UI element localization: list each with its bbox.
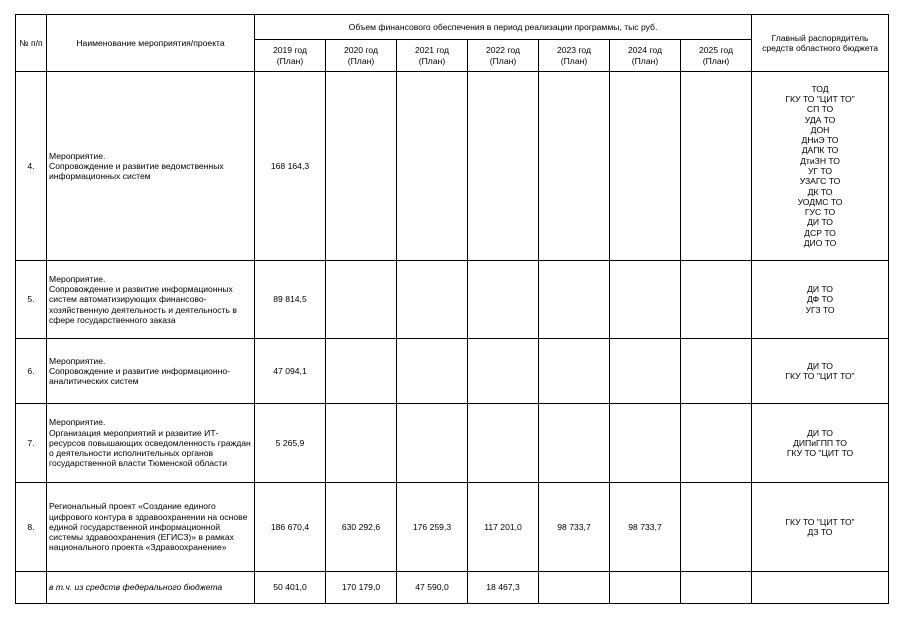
row-value-2022: 117 201,0 — [468, 483, 539, 572]
row-num: 5. — [16, 261, 47, 339]
row-value-2021: 176 259,3 — [397, 483, 468, 572]
subrow-manager-blank — [752, 572, 889, 604]
row-value-2019: 186 670,4 — [255, 483, 326, 572]
row-name: Мероприятие. Сопровождение и развитие информационных систем автоматизирующих финансово-хозяйственную деятельность и деятельность в сфере государственного заказа — [47, 261, 255, 339]
header-manager: Главный распорядитель средств областного бюджета — [752, 15, 889, 72]
row-manager: ГКУ ТО "ЦИТ ТО" ДЗ ТО — [752, 483, 889, 572]
row-value-2025 — [681, 404, 752, 483]
row-value-2024 — [610, 339, 681, 404]
subrow-value-2021: 47 590,0 — [397, 572, 468, 604]
header-funding: Объем финансового обеспечения в период реализации программы, тыс руб. — [255, 15, 752, 40]
row-value-2021 — [397, 404, 468, 483]
row-value-2023 — [539, 339, 610, 404]
row-manager: ТОД ГКУ ТО "ЦИТ ТО" СП ТО УДА ТО ДОН ДНиЭ ТО ДАПК ТО ДтиЗН ТО УГ ТО УЗАГС ТО ДК ТО УОДМС ТО ГУС ТО ДИ ТО ДСР ТО ДИО ТО — [752, 72, 889, 261]
row-value-2023 — [539, 261, 610, 339]
row-name: Мероприятие. Сопровождение и развитие информационно-аналитических систем — [47, 339, 255, 404]
row-manager: ДИ ТО ДИПиГПП ТО ГКУ ТО "ЦИТ ТО — [752, 404, 889, 483]
row-name: Мероприятие. Сопровождение и развитие ведомственных информационных систем — [47, 72, 255, 261]
row-value-2019: 5 265,9 — [255, 404, 326, 483]
funding-table — [15, 14, 889, 604]
header-year-2022: 2022 год (План) — [468, 40, 539, 72]
subrow-value-2025 — [681, 572, 752, 604]
header-year-2019: 2019 год (План) — [255, 40, 326, 72]
row-value-2022 — [468, 261, 539, 339]
row-value-2019: 168 164,3 — [255, 72, 326, 261]
row-value-2024 — [610, 72, 681, 261]
header-year-2023: 2023 год (План) — [539, 40, 610, 72]
row-num: 8. — [16, 483, 47, 572]
row-num: 4. — [16, 72, 47, 261]
row-manager: ДИ ТО ДФ ТО УГЗ ТО — [752, 261, 889, 339]
row-value-2020 — [326, 261, 397, 339]
row-value-2024 — [610, 404, 681, 483]
row-value-2020 — [326, 72, 397, 261]
subrow-value-2019: 50 401,0 — [255, 572, 326, 604]
header-name: Наименование мероприятия/проекта — [47, 15, 255, 72]
header-year-2025: 2025 год (План) — [681, 40, 752, 72]
row-manager: ДИ ТО ГКУ ТО "ЦИТ ТО" — [752, 339, 889, 404]
row-name: Региональный проект «Создание единого цифрового контура в здравоохранении на основе единой государственной информационной системы здравоохранения (ЕГИСЗ)» в рамках национального проекта «Здравоохранение» — [47, 483, 255, 572]
row-value-2021 — [397, 339, 468, 404]
row-value-2025 — [681, 339, 752, 404]
subrow-label: в т.ч. из средств федерального бюджета — [47, 572, 255, 604]
subrow-value-2022: 18 467,3 — [468, 572, 539, 604]
row-value-2025 — [681, 483, 752, 572]
subrow-value-2024 — [610, 572, 681, 604]
row-value-2023: 98 733,7 — [539, 483, 610, 572]
header-year-2021: 2021 год (План) — [397, 40, 468, 72]
subrow-value-2020: 170 179,0 — [326, 572, 397, 604]
row-value-2020 — [326, 339, 397, 404]
row-value-2023 — [539, 404, 610, 483]
table-row — [16, 261, 889, 339]
header-year-2024: 2024 год (План) — [610, 40, 681, 72]
row-value-2025 — [681, 72, 752, 261]
row-value-2020: 630 292,6 — [326, 483, 397, 572]
header-year-2020: 2020 год (План) — [326, 40, 397, 72]
row-num: 7. — [16, 404, 47, 483]
table-row — [16, 483, 889, 572]
row-value-2021 — [397, 72, 468, 261]
row-value-2023 — [539, 72, 610, 261]
table-row — [16, 339, 889, 404]
table-row — [16, 72, 889, 261]
header-num: № п/п — [16, 15, 47, 72]
row-value-2022 — [468, 72, 539, 261]
row-name: Мероприятие. Организация мероприятий и развитие ИТ-ресурсов повышающих осведомленность граждан о деятельности исполнительных органов государственной власти Тюменской области — [47, 404, 255, 483]
row-value-2024: 98 733,7 — [610, 483, 681, 572]
row-value-2025 — [681, 261, 752, 339]
table-row — [16, 404, 889, 483]
row-num: 6. — [16, 339, 47, 404]
row-value-2019: 89 814,5 — [255, 261, 326, 339]
row-value-2020 — [326, 404, 397, 483]
row-value-2022 — [468, 339, 539, 404]
subrow-num-blank — [16, 572, 47, 604]
row-value-2021 — [397, 261, 468, 339]
row-value-2022 — [468, 404, 539, 483]
row-value-2019: 47 094,1 — [255, 339, 326, 404]
table-row-subtotal — [16, 572, 889, 604]
row-value-2024 — [610, 261, 681, 339]
subrow-value-2023 — [539, 572, 610, 604]
